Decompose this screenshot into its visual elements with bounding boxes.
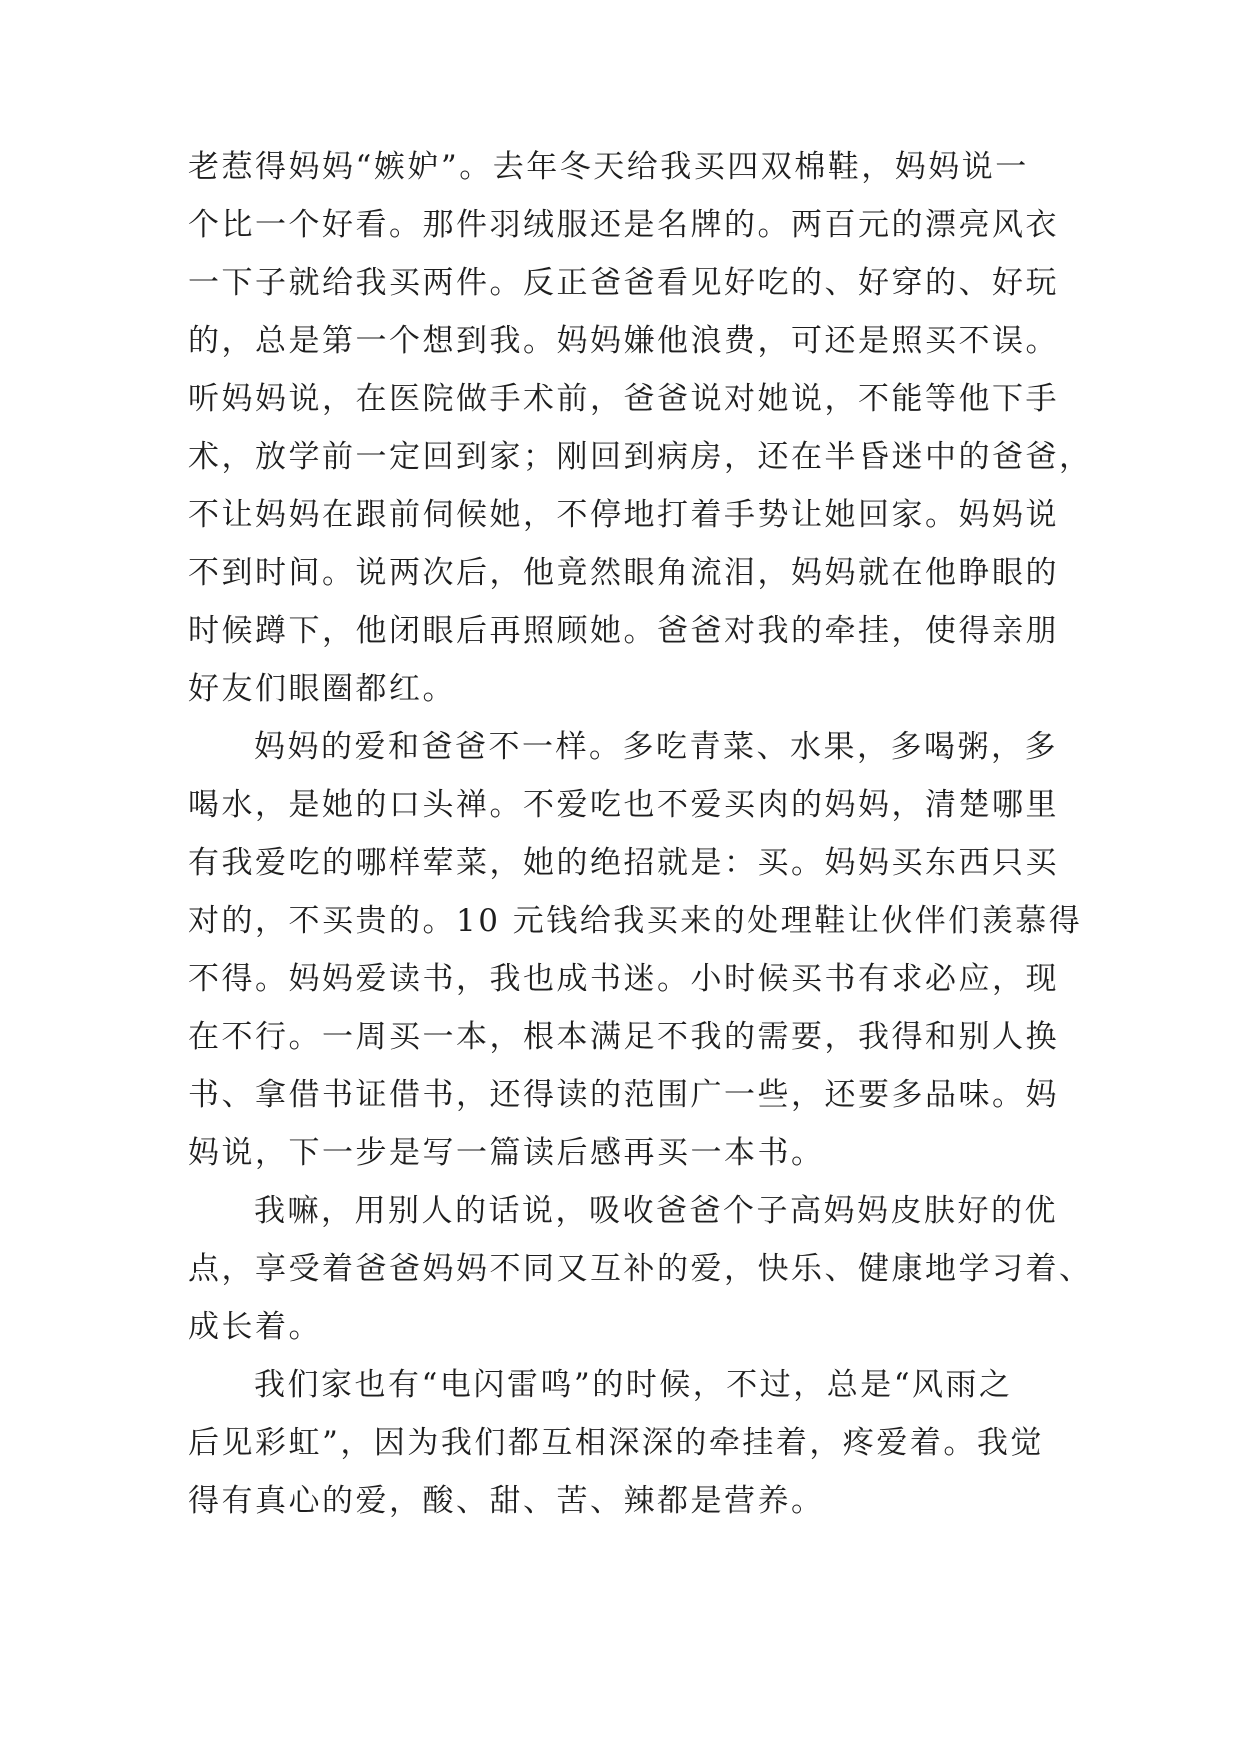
text-line-2: 个比一个好看。那件羽绒服还是名牌的。两百元的漂亮风衣 [188,207,1059,243]
paragraph-start-line-19: 我嘛，用别人的话说，吸收爸爸个子高妈妈皮肤好的优 [254,1193,1058,1229]
text-line-6: 术，放学前一定回到家；刚回到病房，还在半昏迷中的爸爸， [188,439,1093,475]
paragraph-start-line-11: 妈妈的爱和爸爸不一样。多吃青菜、水果，多喝粥，多 [254,729,1058,765]
text-line-21: 成长着。 [188,1309,322,1345]
text-line-23: 后见彩虹”，因为我们都互相深深的牵挂着，疼爱着。我觉 [188,1425,1044,1461]
text-line-7: 不让妈妈在跟前伺候她，不停地打着手势让她回家。妈妈说 [188,497,1059,533]
text-line-4: 的，总是第一个想到我。妈妈嫌他浪费，可还是照买不误。 [188,323,1059,359]
paragraph-start-line-22: 我们家也有“电闪雷鸣”的时候，不过，总是“风雨之 [254,1367,1013,1403]
text-line-1: 老惹得妈妈“嫉妒”。去年冬天给我买四双棉鞋，妈妈说一 [188,149,1029,185]
text-line-18: 妈说，下一步是写一篇读后感再买一本书。 [188,1135,825,1171]
text-line-20: 点，享受着爸爸妈妈不同又互补的爱，快乐、健康地学习着、 [188,1251,1093,1287]
text-line-12: 喝水，是她的口头禅。不爱吃也不爱买肉的妈妈，清楚哪里 [188,787,1059,823]
text-line-3: 一下子就给我买两件。反正爸爸看见好吃的、好穿的、好玩 [188,265,1059,301]
document-page [188,138,1093,1530]
text-line-16: 在不行。一周买一本，根本满足不我的需要，我得和别人换 [188,1019,1059,1055]
text-line-5: 听妈妈说，在医院做手术前，爸爸说对她说，不能等他下手 [188,381,1059,417]
text-line-14: 对的，不买贵的。10 元钱给我买来的处理鞋让伙伴们羡慕得 [188,903,1083,939]
text-line-24: 得有真心的爱，酸、甜、苦、辣都是营养。 [188,1483,825,1519]
text-line-13: 有我爱吃的哪样荤菜，她的绝招就是：买。妈妈买东西只买 [188,845,1059,881]
text-line-8: 不到时间。说两次后，他竟然眼角流泪，妈妈就在他睁眼的 [188,555,1059,591]
text-line-9: 时候蹲下，他闭眼后再照顾她。爸爸对我的牵挂，使得亲朋 [188,613,1059,649]
text-line-10: 好友们眼圈都红。 [188,671,456,707]
text-line-17: 书、拿借书证借书，还得读的范围广一些，还要多品味。妈 [188,1077,1059,1113]
text-line-15: 不得。妈妈爱读书，我也成书迷。小时候买书有求必应，现 [188,961,1059,997]
